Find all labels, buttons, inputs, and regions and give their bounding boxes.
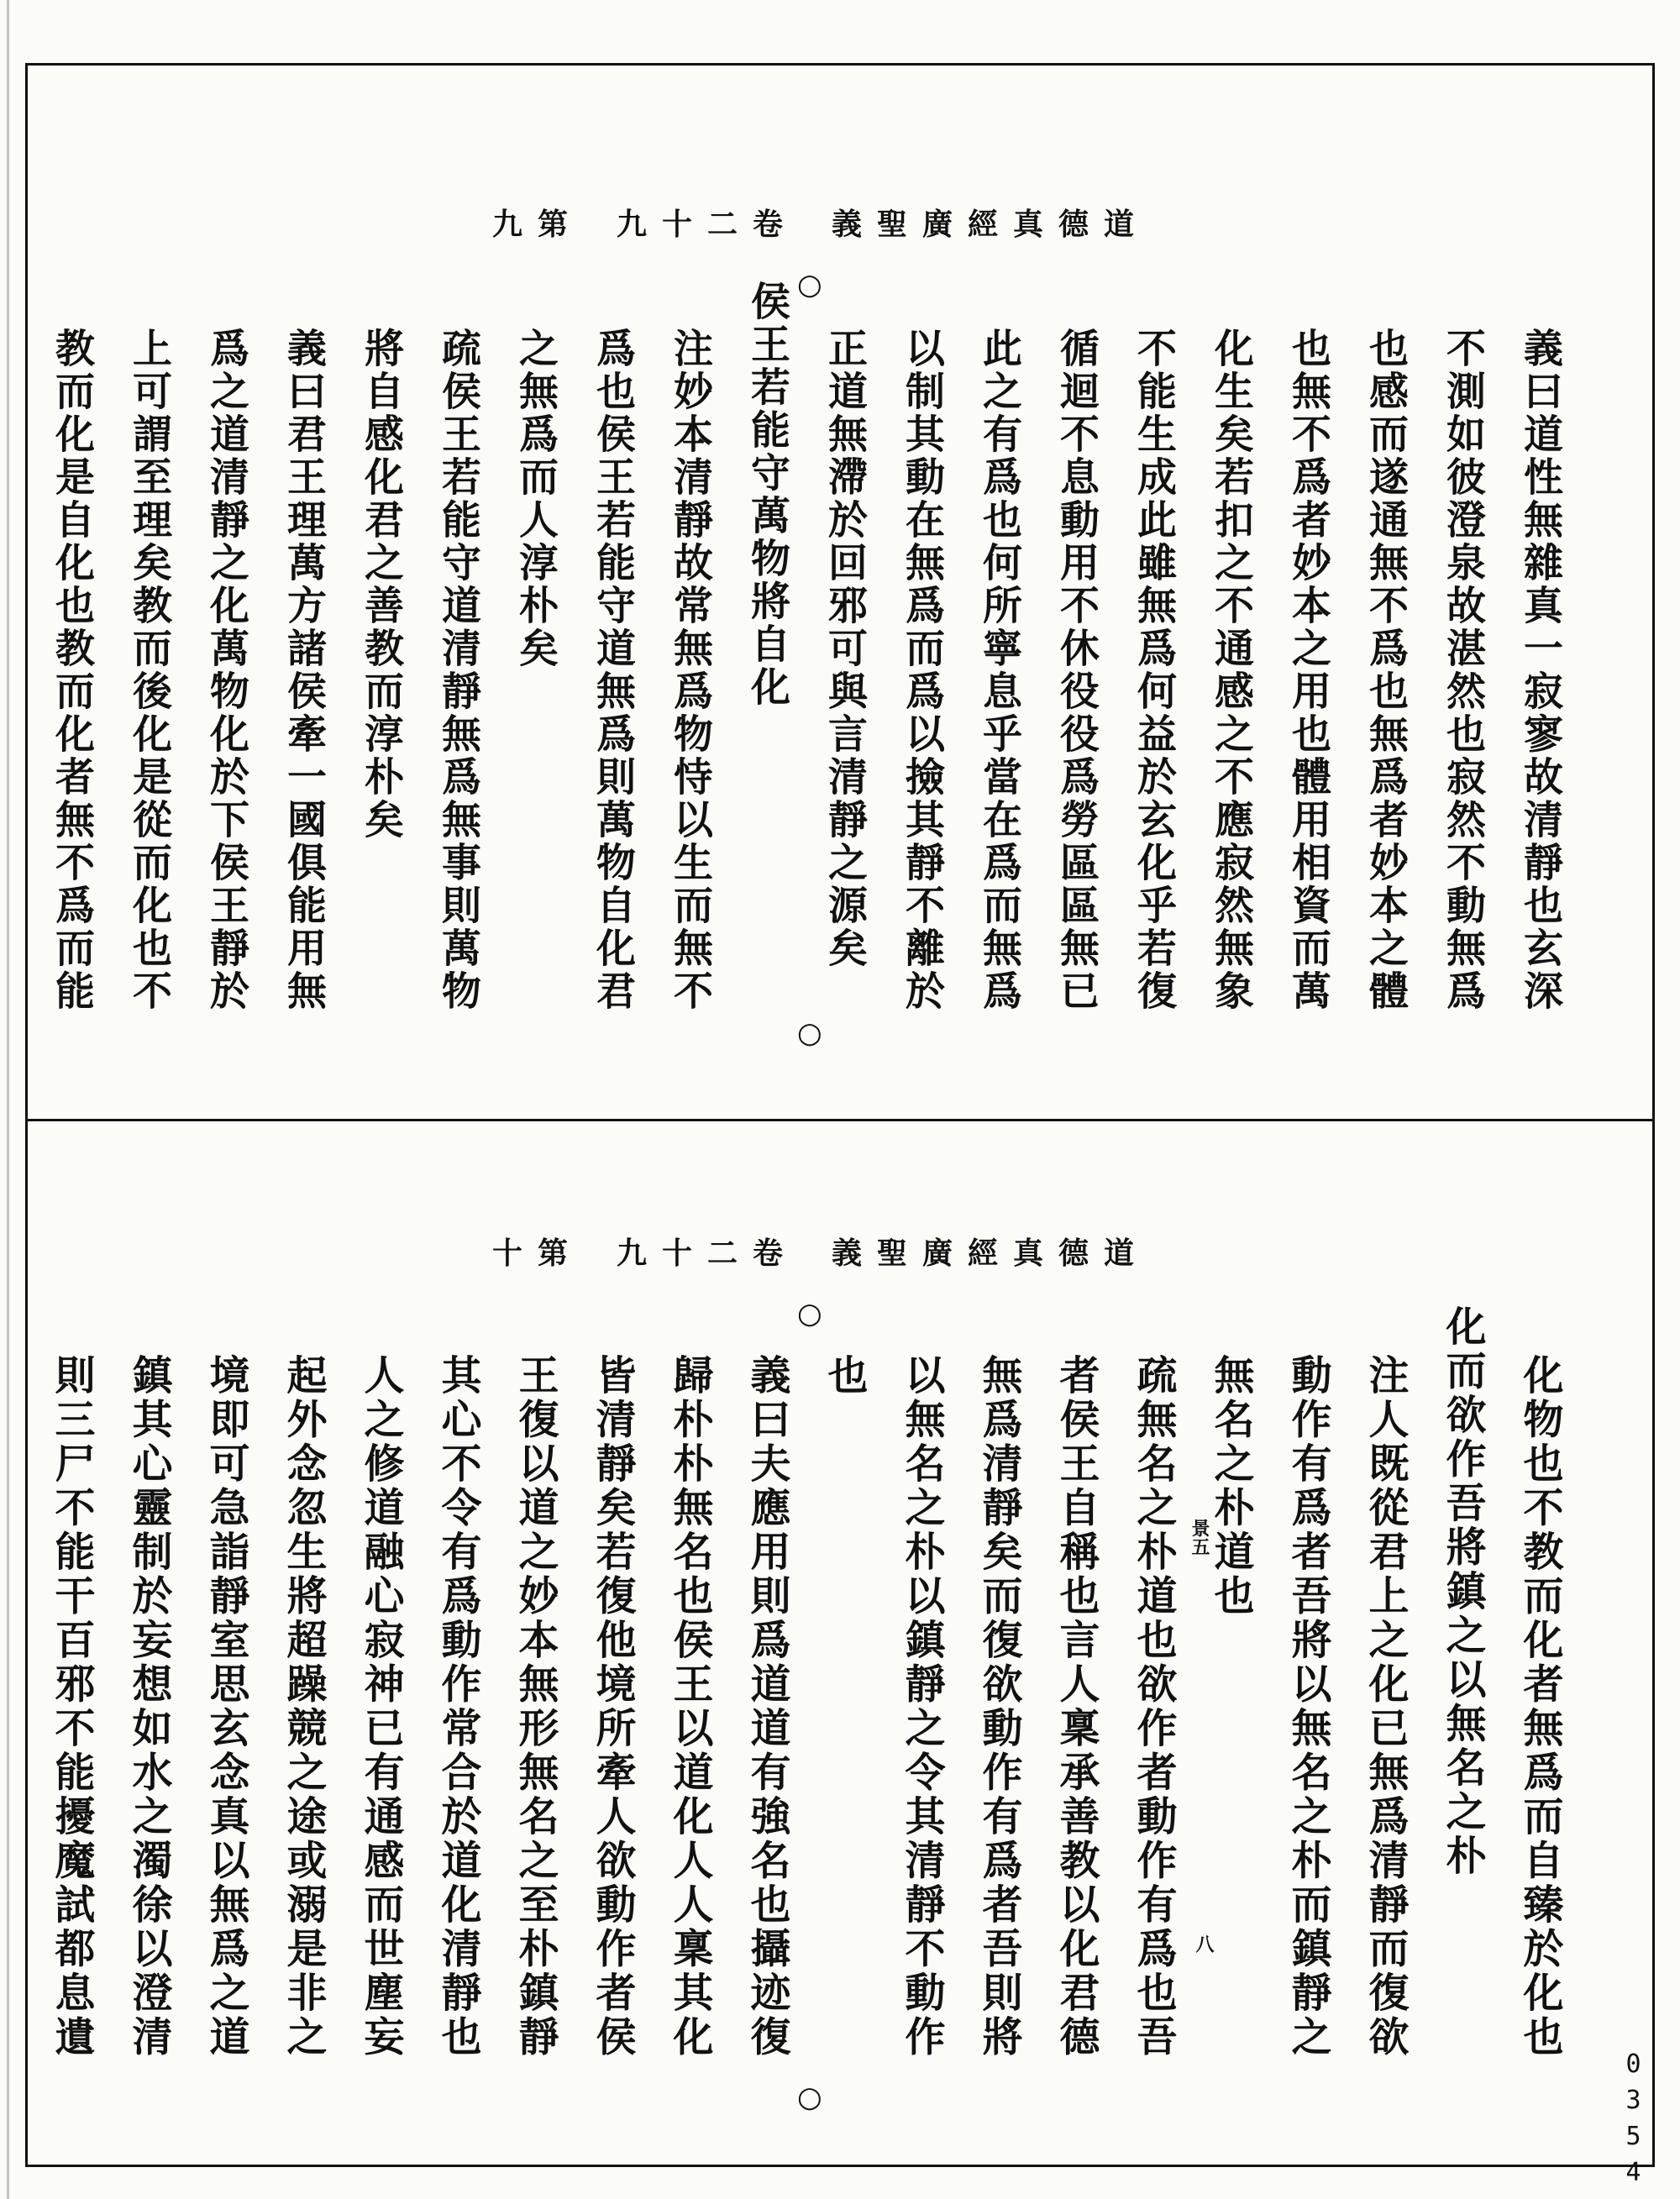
text-column: 注人既從君上之化已無爲清靜而復欲 (1362, 1354, 1409, 2060)
section-marker: ○ (797, 268, 822, 302)
panel-divider (25, 1119, 1655, 1121)
section-marker: ○ (797, 1016, 822, 1050)
text-column: 不能生成此雖無爲何益於玄化乎若復 (1131, 328, 1177, 1013)
text-column: 之無爲而人淳朴矣 (512, 328, 559, 670)
text-column: 疏侯王若能守道清靜無爲無事則萬物 (435, 328, 481, 1013)
text-column: 化物也不教而化者無爲而自臻於化也 (1516, 1354, 1563, 2060)
text-column: 義曰道性無雜真一寂寥故清靜也玄深 (1517, 328, 1563, 1013)
text-column: 將自感化君之善教而淳朴矣 (358, 328, 404, 842)
scripture-column: 侯王若能守萬物將自化 (744, 281, 790, 709)
section-marker: ○ (797, 1297, 822, 1330)
text-column: 無爲清靜矣而復欲動作有爲者吾則將 (975, 1354, 1022, 2060)
section-marker: ○ (797, 2081, 822, 2114)
text-column: 教而化是自化也教而化者無不爲而能 (49, 328, 95, 1013)
text-column: 爲之道清靜之化萬物化於下侯王靜於 (203, 328, 249, 1013)
text-columns-top (33, 281, 1578, 1100)
header-volume: 卷二十九 (616, 207, 798, 242)
running-header-bottom (492, 1236, 1149, 1270)
text-column: 義曰夫應用則爲道道有強名也攝迹復 (743, 1354, 790, 2060)
text-column: 歸朴朴無名也侯王以道化人人稟其化 (666, 1354, 713, 2060)
text-column: 此之有爲也何所寧息乎當在爲而無爲 (976, 328, 1022, 1013)
text-column: 不測如彼澄泉故湛然也寂然不動無爲 (1440, 328, 1486, 1013)
text-column: 疏無名之朴道也欲作者動作有爲也吾 (1130, 1354, 1177, 2060)
text-column: 爲也侯王若能守道無爲則萬物自化君 (590, 328, 636, 1013)
text-column: 動作有爲者吾將以無名之朴而鎮靜之 (1284, 1354, 1331, 2060)
page-number: 0354 (1619, 2049, 1648, 2194)
text-column: 鎮其心靈制於妄想如水之濁徐以澄清 (125, 1354, 172, 2060)
header-page: 第九 (491, 207, 583, 242)
scan-edge (7, 0, 9, 2199)
text-column: 無名之朴道也 (1207, 1354, 1254, 1619)
text-column: 其心不令有爲動作常合於道化清靜也 (434, 1354, 481, 2060)
running-header-top (492, 207, 1149, 241)
text-column: 皆清靜矣若復他境所牽人欲動作者侯 (589, 1354, 636, 2060)
margin-note: 景五 (1189, 1519, 1210, 1556)
header-title: 道德真經廣聖義 (831, 207, 1149, 242)
text-column: 也感而遂通無不爲也無爲者妙本之體 (1362, 328, 1409, 1013)
text-column: 王復以道之妙本無形無名之至朴鎮靜 (512, 1354, 559, 2060)
text-column: 人之修道融心寂神已有通感而世塵妄 (357, 1354, 404, 2060)
header-volume: 卷二十九 (616, 1236, 798, 1271)
text-column: 化生矣若扣之不通感之不應寂然無象 (1208, 328, 1254, 1013)
scripture-column: 化而欲作吾將鎮之以無名之朴 (1439, 1305, 1486, 1879)
header-page: 第十 (491, 1236, 583, 1271)
text-column: 境即可急詣靜室思玄念真以無爲之道 (202, 1354, 249, 2060)
margin-note: 八 (1193, 1934, 1215, 1953)
text-columns-bottom (33, 1305, 1578, 2127)
text-column: 注妙本清靜故常無爲物恃以生而無不 (667, 328, 713, 1013)
text-column: 也無不爲者妙本之用也體用相資而萬 (1285, 328, 1331, 1013)
text-column: 循迴不息動用不休役役爲勞區區無已 (1053, 328, 1100, 1013)
text-column: 正道無滯於回邪可與言清靜之源矣 (822, 328, 868, 970)
text-column: 以無名之朴以鎮靜之令其清靜不動作 (898, 1354, 945, 2060)
text-column: 起外念忽生將超躁競之途或溺是非之 (280, 1354, 327, 2060)
text-column: 也 (821, 1354, 868, 1399)
header-title: 道德真經廣聖義 (831, 1236, 1149, 1271)
text-column: 義曰君王理萬方諸侯牽一國俱能用無 (281, 328, 327, 1013)
text-column: 則三尸不能干百邪不能擾魔試都息遺 (48, 1354, 95, 2060)
text-column: 上可謂至理矣教而後化是從而化也不 (126, 328, 172, 1013)
text-column: 以制其動在無爲而爲以撿其靜不離於 (899, 328, 945, 1013)
text-column: 者侯王自稱也言人稟承善教以化君德 (1053, 1354, 1100, 2060)
